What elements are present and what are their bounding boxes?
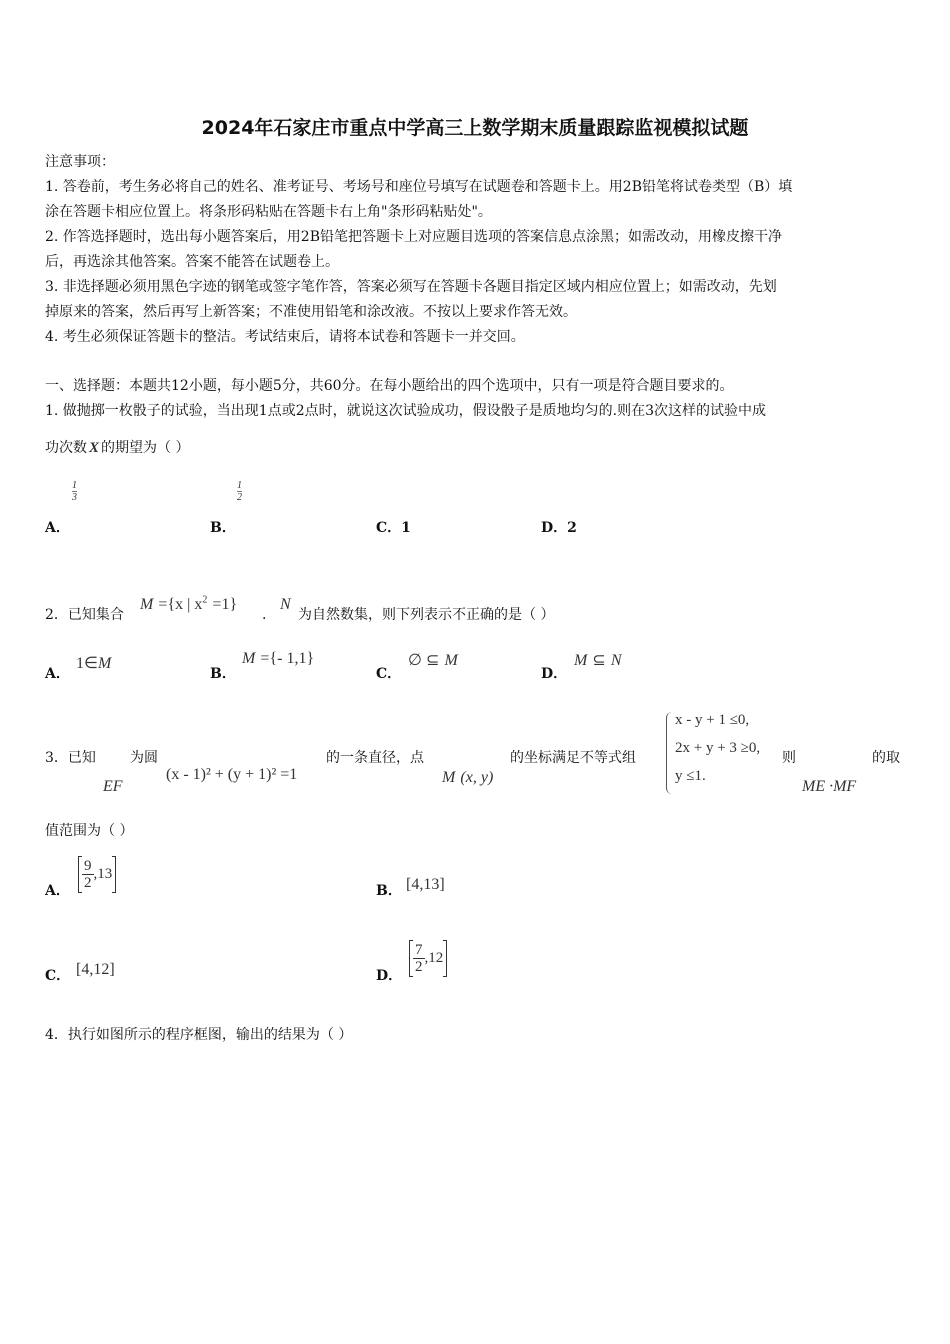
q2-option-c-label[interactable]: C． <box>376 666 402 682</box>
math-var: M <box>97 655 112 672</box>
math-sup: 2 <box>202 594 208 606</box>
q3-option-d-interval <box>409 940 447 977</box>
q3-option-a-interval <box>78 856 116 893</box>
q2-option-b-label[interactable]: B． <box>210 666 236 682</box>
math-var: M <box>442 769 456 786</box>
fraction <box>82 858 94 891</box>
notice-line: 2. 作答选择题时，选出每小题答案后，用2B铅笔把答题卡上对应题目选项的答案信息点涂黑；如需改动，用橡皮擦干净 <box>45 229 782 245</box>
notice-line: 涂在答题卡相应位置上。将条形码粘贴在答题卡右上角"条形码粘贴处"。 <box>45 204 492 220</box>
notice-line: 掉原来的答案，然后再写上新答案；不准使用铅笔和涂改液。不按以上要求作答无效。 <box>45 304 577 320</box>
q3-text-1: 3．已知 <box>45 750 96 766</box>
question-1-line2 <box>45 438 189 458</box>
q2-separator: . <box>262 607 267 623</box>
math-expr: ={x | x <box>158 596 203 613</box>
q2-option-c-expr <box>408 650 458 670</box>
q1-var-x: X <box>89 440 100 456</box>
fraction-num: 7 <box>415 942 423 958</box>
q1-text-a: 功次数 <box>45 440 87 456</box>
q2-option-d-expr <box>574 650 622 670</box>
q1-option-a-fraction <box>72 480 77 504</box>
q3-text-6: 的取 <box>872 750 900 766</box>
q3-circle-equation: (x - 1)² + (y + 1)² =1 <box>166 766 298 783</box>
math-expr: ={- 1,1} <box>260 650 315 667</box>
fraction-den: 2 <box>84 875 92 891</box>
math-expr: =1} <box>212 596 238 613</box>
q2-set-m <box>140 594 237 614</box>
inequality-row: y ≤1. <box>675 768 706 784</box>
q1-option-d[interactable] <box>541 518 577 538</box>
math-var: M <box>140 596 154 613</box>
q1-option-b-label[interactable]: B． <box>210 520 236 536</box>
math-expr: (x, y) <box>460 769 494 786</box>
q3-dot-product: ME ·MF <box>802 778 857 795</box>
q1-option-a-label[interactable]: A． <box>45 520 70 536</box>
fraction-den: 2 <box>415 959 423 975</box>
math-var: M <box>444 652 458 669</box>
q1-option-b-fraction <box>237 480 242 504</box>
q3-inequality-system <box>666 712 782 794</box>
q2-set-n: N <box>280 596 291 613</box>
notice-line: 1. 答卷前，考生务必将自己的姓名、准考证号、考场号和座位号填写在试题卷和答题卡上。用2B铅笔将试卷类型（B）填 <box>45 179 793 195</box>
question-4: 4．执行如图所示的程序框图，输出的结果为（ ） <box>45 1027 353 1043</box>
q3-text-2: 为圆 <box>130 750 158 766</box>
notice-line: 4. 考生必须保证答题卡的整洁。考试结束后，请将本试卷和答题卡一并交回。 <box>45 329 525 345</box>
page-title: 2024年石家庄市重点中学高三上数学期末质量跟踪监视模拟试题 <box>201 117 749 139</box>
math-expr: ∅ ⊆ <box>408 652 440 669</box>
q2-option-a-expr <box>76 653 111 673</box>
math-expr: ⊆ <box>592 652 606 669</box>
q2-tail: 为自然数集，则下列表示不正确的是（ ） <box>298 607 555 623</box>
interval-rest: ,12 <box>424 949 444 966</box>
q3-line2: 值范围为（ ） <box>45 823 134 839</box>
q3-text-5: 则 <box>782 750 796 766</box>
option-label: C． <box>376 520 402 536</box>
math-var: M <box>574 652 588 669</box>
q2-lead: 2．已知集合 <box>45 607 124 623</box>
option-value: 1 <box>401 520 411 536</box>
q3-point-m <box>442 767 493 787</box>
q2-option-d-label[interactable]: D． <box>541 666 568 682</box>
q2-option-a-label[interactable]: A． <box>45 666 70 682</box>
q3-option-c-interval: [4,12] <box>76 961 115 978</box>
math-expr: 1 <box>76 655 84 672</box>
fraction-num: 9 <box>84 858 92 874</box>
option-label: D． <box>541 520 568 536</box>
notice-line: 后，再选涂其他答案。答案不能答在试题卷上。 <box>45 254 339 270</box>
q3-option-b-label[interactable]: B． <box>376 883 402 899</box>
closed-interval <box>78 856 116 893</box>
section-heading: 一、选择题：本题共12小题，每小题5分，共60分。在每小题给出的四个选项中，只有一项是符合题目要求的。 <box>45 378 734 394</box>
fraction-den: 3 <box>72 492 77 503</box>
fraction-den: 2 <box>237 492 242 503</box>
q3-ef: EF <box>103 778 123 795</box>
notice-heading: 注意事项： <box>45 154 115 170</box>
notice-line: 3. 非选择题必须用黑色字迹的钢笔或签字笔作答，答案必须写在答题卡各题目指定区域内相应位置上；如需改动，先划 <box>45 279 777 295</box>
q3-option-b-interval: [4,13] <box>406 876 445 893</box>
q3-option-d-label[interactable]: D． <box>376 968 403 984</box>
q2-option-b-expr <box>242 648 314 668</box>
q3-text-4: 的坐标满足不等式组 <box>510 750 636 766</box>
math-var: M <box>242 650 256 667</box>
fraction-num: 1 <box>237 480 242 491</box>
interval-rest: ,13 <box>93 865 113 882</box>
q3-text-3: 的一条直径，点 <box>326 750 424 766</box>
option-value: 2 <box>567 520 577 536</box>
q3-option-a-label[interactable]: A． <box>45 883 70 899</box>
inequality-row: 2x + y + 3 ≥0, <box>675 740 761 756</box>
question-1-line1: 1. 做抛掷一枚骰子的试验，当出现1点或2点时，就说这次试验成功，假设骰子是质地均匀的.则在3次这样的试验中成 <box>45 403 766 419</box>
q3-option-c-label[interactable]: C． <box>45 968 71 984</box>
math-var: N <box>610 652 622 669</box>
q1-text-b: 的期望为（ ） <box>101 440 190 456</box>
fraction-num: 1 <box>72 480 77 491</box>
inequality-row: x - y + 1 ≤0, <box>675 712 750 728</box>
closed-interval <box>409 940 447 977</box>
math-expr: ∈ <box>84 655 98 672</box>
fraction <box>413 942 425 975</box>
q1-option-c[interactable] <box>376 518 411 538</box>
